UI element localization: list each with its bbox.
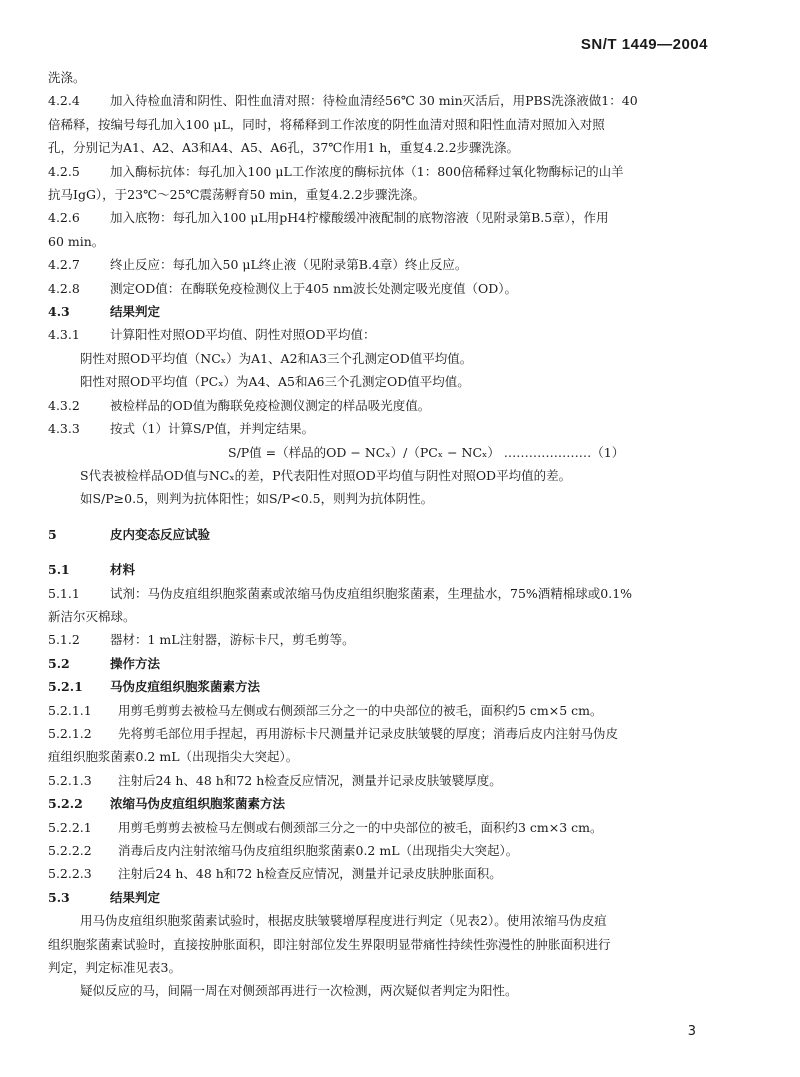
clause-number: 5.2.2.3 [48,866,92,882]
clause-text: 用剪毛剪剪去被检马左侧或右侧颈部三分之一的中央部位的被毛，面积约3 cm×3 cm。 [118,819,603,835]
clause-number: 4.3.3 [48,421,80,437]
clause-number: 4.2.6 [48,210,80,226]
clause-text: 阳性对照OD平均值（PCₓ）为A4、A5和A6三个孔测定OD值平均值。 [80,374,470,390]
standard-code: SN/T 1449—2004 [580,36,708,53]
clause-text: 倍稀释，按编号每孔加入100 μL，同时，将稀释到工作浓度的阴性血清对照和阳性血清对照加入对照 [48,116,605,132]
section-heading [48,792,748,815]
clause-number: 5.2.1.3 [48,772,92,788]
clause-text: 疑似反应的马，间隔一周在对侧颈部再进行一次检测，两次疑似者判定为阳性。 [80,983,518,999]
text-line [48,323,748,346]
clause-text: 组织胞浆菌素试验时，直接按肿胀面积，即注射部位发生界限明显带痛性持续性弥漫性的肿胀面积进行 [48,936,611,952]
clause-number: 5.2.2 [48,796,83,812]
clause-number: 5.2.2.2 [48,843,92,858]
clause-number: 5.2.1 [48,679,83,695]
section-heading [48,652,748,675]
clause-text: 加入待检血清和阴性、阳性血清对照：待检血清经56℃ 30 min灭活后，用PBS洗涤液做1：40 [110,93,638,109]
text-line [48,582,748,605]
clause-number: 5.2.1.2 [48,725,92,741]
text-line [48,605,748,628]
text-line [48,956,748,979]
text-line [48,464,748,487]
clause-number: 5.2.2.1 [48,819,92,835]
clause-text: 器材：1 mL注射器，游标卡尺，剪毛剪等。 [110,632,355,648]
clause-number: 5.1.2 [48,632,80,648]
clause-number: 5.1.1 [48,585,80,601]
clause-text: 操作方法 [110,655,161,671]
clause-number: 4.2.5 [48,163,80,179]
section-heading [48,675,748,698]
text-line [48,347,748,370]
clause-text: 浓缩马伪皮疽组织胞浆菌素方法 [110,796,286,812]
clause-text: 疽组织胞浆菌素0.2 mL（出现指尖大突起）。 [48,749,299,765]
clause-text: 如S/P≥0.5，则判为抗体阳性；如S/P<0.5，则判为抗体阴性。 [80,491,434,507]
text-line [48,699,748,722]
clause-number: 5.1 [48,562,70,578]
text-line [48,979,748,1002]
text-line [48,89,748,112]
clause-text: 注射后24 h、48 h和72 h检查反应情况，测量并记录皮肤肿胀面积。 [118,866,502,882]
clause-text: 新洁尔灭棉球。 [48,608,136,624]
page-number: 3 [687,1024,696,1039]
text-line [48,277,748,300]
clause-text: 终止反应：每孔加入50 μL终止液（见附录第B.4章）终止反应。 [110,257,468,273]
text-line [48,816,748,839]
clause-number: 5.3 [48,889,70,905]
text-line [48,394,748,417]
clause-text: 用马伪皮疽组织胞浆菌素试验时，根据皮肤皱襞增厚程度进行判定（见表2）。使用浓缩马伪皮疽 [80,913,607,929]
clause-text: 结果判定 [110,304,161,320]
clause-number: 5.2.1.1 [48,702,92,718]
text-line [48,722,748,745]
clause-text: 马伪皮疽组织胞浆菌素方法 [110,679,261,695]
clause-text: 加入酶标抗体：每孔加入100 μL工作浓度的酶标抗体（1：800倍稀释过氧化物酶标记的山羊 [110,163,624,179]
clause-number: 5 [48,526,57,542]
text-line [48,441,748,464]
text-line [48,136,748,159]
text-line [48,370,748,393]
clause-text: 用剪毛剪剪去被检马左侧或右侧颈部三分之一的中央部位的被毛，面积约5 cm×5 cm。 [118,702,603,718]
text-line [48,933,748,956]
clause-text: 计算阳性对照OD平均值、阴性对照OD平均值： [110,327,376,343]
text-line [48,206,748,229]
clause-number: 4.2.7 [48,257,80,273]
text-line [48,839,748,862]
clause-text: 先将剪毛部位用手捏起，再用游标卡尺测量并记录皮肤皱襞的厚度；消毒后皮内注射马伪皮 [118,725,619,741]
clause-text: 阴性对照OD平均值（NCₓ）为A1、A2和A3三个孔测定OD值平均值。 [80,350,473,366]
text-line [48,862,748,885]
clause-text: 注射后24 h、48 h和72 h检查反应情况，测量并记录皮肤皱襞厚度。 [118,772,502,788]
text-line [48,113,748,136]
text-line [48,487,748,510]
text-line [48,909,748,932]
clause-text: 60 min。 [48,233,105,249]
text-line [48,230,748,253]
section-heading [48,558,748,581]
text-line [48,183,748,206]
clause-text: 测定OD值：在酶联免疫检测仪上于405 nm波长处测定吸光度值（OD）。 [110,280,518,296]
clause-text: 抗马IgG），于23℃～25℃震荡孵育50 min，重复4.2.2步骤洗涤。 [48,187,426,203]
clause-number: 5.2 [48,655,70,671]
clause-text: S代表被检样品OD值与NCₓ的差，P代表阳性对照OD平均值与阴性对照OD平均值的差。 [80,467,572,483]
clause-number: 4.3.2 [48,397,80,413]
clause-text: 材料 [110,562,136,578]
clause-text: 洗涤。 [48,70,86,85]
clause-text: 判定，判定标准见表3。 [48,960,181,976]
clause-text: 孔，分别记为A1、A2、A3和A4、A5、A6孔，37℃作用1 h，重复4.2.2步骤洗涤。 [48,140,520,156]
text-line [48,417,748,440]
clause-text: S/P值 =（样品的OD − NCₓ）/（PCₓ − NCₓ） …………………（1） [228,444,625,460]
section-heading [48,300,748,323]
clause-number: 4.3.1 [48,327,80,343]
clause-number: 4.2.8 [48,280,80,296]
spacer [48,511,748,523]
text-line [48,745,748,768]
text-line [48,253,748,276]
clause-text: 加入底物：每孔加入100 μL用pH4柠檬酸缓冲液配制的底物溶液（见附录第B.5章），作用 [110,210,609,226]
clause-number: 4.2.4 [48,93,80,109]
spacer [48,546,748,558]
section-heading [48,886,748,909]
body-text [48,66,748,1003]
text-line [48,160,748,183]
clause-text: 结果判定 [110,889,161,905]
clause-text: 被检样品的OD值为酶联免疫检测仪测定的样品吸光度值。 [110,397,431,413]
clause-number: 4.3 [48,304,70,320]
text-line [48,66,748,89]
text-line [48,628,748,651]
section-heading [48,523,748,546]
clause-text: 皮内变态反应试验 [110,526,211,542]
clause-text: 试剂：马伪皮疽组织胞浆菌素或浓缩马伪皮疽组织胞浆菌素，生理盐水，75%酒精棉球或0.1% [110,585,633,601]
clause-text: 按式（1）计算S/P值，并判定结果。 [110,421,315,437]
text-line [48,769,748,792]
clause-text: 消毒后皮内注射浓缩马伪皮疽组织胞浆菌素0.2 mL（出现指尖大突起）。 [118,843,519,858]
